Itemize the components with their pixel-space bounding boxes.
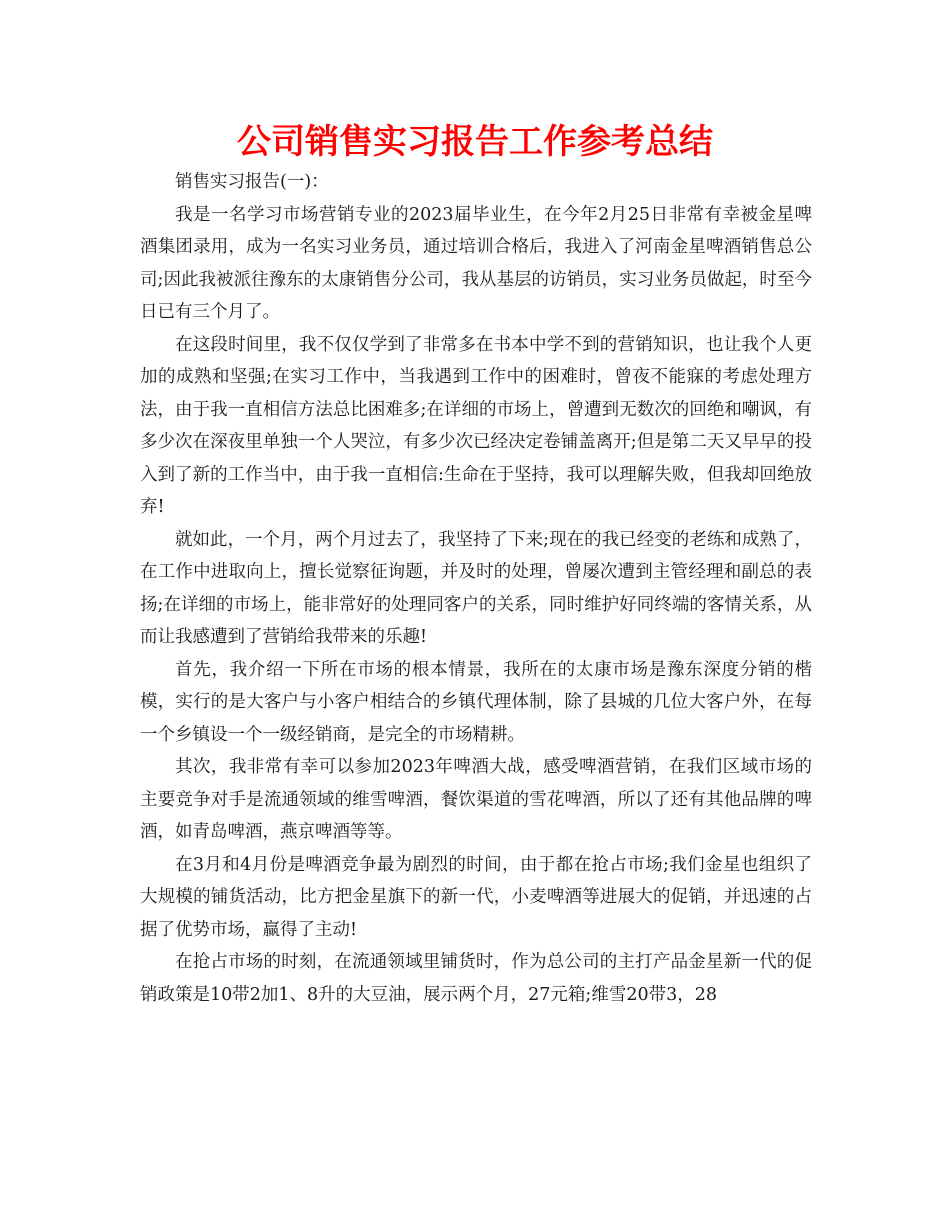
paragraph: 在抢占市场的时刻，在流通领域里铺货时，作为总公司的主打产品金星新一代的促销政策是10带2加1、8升的大豆油，展示两个月，27元箱;维雪20带3，28 <box>140 952 812 1005</box>
document-title: 公司销售实习报告工作参考总结 <box>237 122 713 162</box>
document-body <box>140 166 812 1011</box>
paragraph: 我是一名学习市场营销专业的2023届毕业生，在今年2月25日非常有幸被金星啤酒集团录用，成为一名实习业务员，通过培训合格后，我进入了河南金星啤酒销售总公司;因此我被派往豫东的太康销售分公司，我从基层的访销员，实习业务员做起，时至今日已有三个月了。 <box>140 204 812 322</box>
paragraph: 其次，我非常有幸可以参加2023年啤酒大战，感受啤酒营销，在我们区域市场的主要竞争对手是流通领域的维雪啤酒，餐饮渠道的雪花啤酒，所以了还有其他品牌的啤酒，如青岛啤酒，燕京啤酒等等。 <box>140 757 812 842</box>
paragraph: 首先，我介绍一下所在市场的根本情景，我所在的太康市场是豫东深度分销的楷模，实行的是大客户与小客户相结合的乡镇代理体制，除了县城的几位大客户外，在每一个乡镇设一个一级经销商，是完全的市场精耕。 <box>140 659 812 745</box>
paragraph: 在这段时间里，我不仅仅学到了非常多在书本中学不到的营销知识，也让我个人更加的成熟和坚强;在实习工作中，当我遇到工作中的困难时，曾夜不能寐的考虑处理方法，由于我一直相信方法总比困难多;在详细的市场上，曾遭到无数次的回绝和嘲讽，有多少次在深夜里单独一个人哭泣，有多少次已经决定卷铺盖离开;但是第二天又早早的投入到了新的工作当中，由于我一直相信:生命在于坚持，我可以理解失败，但我却回绝放弃! <box>140 334 812 517</box>
paragraph: 就如此，一个月，两个月过去了，我坚持了下来;现在的我已经变的老练和成熟了，在工作中进取向上，擅长觉察征询题，并及时的处理，曾屡次遭到主管经理和副总的表扬;在详细的市场上，能非常好的处理同客户的关系，同时维护好同终端的客情关系，从而让我感遭到了营销给我带来的乐趣! <box>140 529 812 647</box>
paragraph: 在3月和4月份是啤酒竞争最为剧烈的时间，由于都在抢占市场;我们金星也组织了大规模的铺货活动，比方把金星旗下的新一代，小麦啤酒等进展大的促销，并迅速的占据了优势市场，赢得了主动! <box>140 854 812 940</box>
paragraph: 销售实习报告(一)： <box>175 172 329 192</box>
